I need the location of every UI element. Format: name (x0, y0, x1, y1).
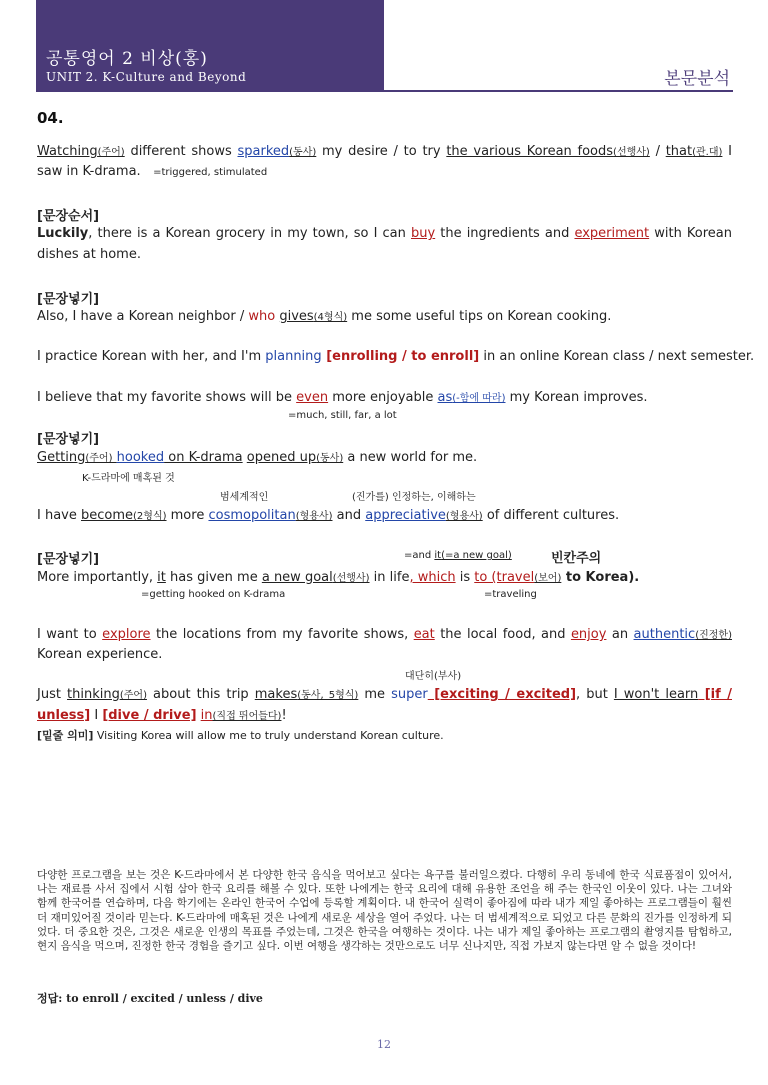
text-planning: planning (265, 349, 322, 364)
text: (=a new goal) (441, 550, 512, 561)
korean-translation: 다양한 프로그램을 보는 것은 K-드라마에서 본 다양한 한국 음식을 먹어보고 싶다는 욕구를 불러일으켰다. 다행히 우리 동네에 한국 식료품점이 있어서, 나는 재료를 사서 집에서 시험 삼아 한국 요리를 해볼 수 있다. 또한 나에게는 한국 요리에 대해 유용한 조언을 해 주는 한국인 이웃이 있다. 나는 그녀와 함께 한국어를 연습하며, 다음 학기에는 온라인 한국어 수업에 등록할 계획이다. 내 한국어 실력이 좋아짐에 따라 내가 제일 좋아하는 프로그램들이 훨씬 더 재미있어질 것이라 믿는다. K-드라마에 매혹된 것은 나에게 새로운 세상을 열어 주었다. 나는 더 범세계적으로 되었고 다른 문화의 진가를 인정하게 되었다. 더 중요한 것은, 그것은 새로운 인생의 목표를 주었는데, 그것은 한국을 여행하는 것이다. 나는 내가 제일 좋아하는 프로그램의 촬영지를 탐험하고, 현지 음식을 먹으며, 진정한 한국 경험을 즐기고 싶다. 이번 여행을 생각하는 것만으로도 너무 신나지만, 직접 가보지 않는다면 알 수 없을 것이다! (37, 869, 732, 953)
text-antecedent: the various Korean foods (446, 144, 614, 159)
text: with Korean (649, 226, 732, 241)
text-gives: gives (279, 309, 314, 324)
tag-insert-2: [문장넣기] (37, 432, 100, 447)
note-relative: (관.대) (692, 147, 723, 158)
text-it: it (434, 550, 442, 561)
note-adjective: (형용사) (295, 511, 333, 522)
text-cosmopolitan: cosmopolitan (208, 508, 296, 523)
sentence-2-cont: dishes at home. (37, 247, 141, 262)
label-underline-meaning: [밑줄 의미] (37, 729, 94, 742)
note-synonyms: =triggered, stimulated (153, 167, 268, 178)
sentence-10-cont (37, 707, 287, 723)
note-dive-in: (직접 뛰어들다) (212, 711, 282, 722)
text: I want to (37, 627, 103, 642)
text-appreciative: appreciative (365, 508, 446, 523)
note-verb-5form: (동사, 5형식) (297, 690, 359, 701)
text: a new world for me. (343, 450, 478, 465)
note-subject: (주어) (119, 690, 147, 701)
text: has given me (165, 570, 262, 585)
text: my desire / to try (316, 144, 447, 159)
text: =and (404, 550, 435, 561)
note-4form: (4형식) (313, 312, 348, 323)
note-appreciative: (진가를) 인정하는, 이해하는 (352, 492, 476, 503)
text: ! (281, 708, 287, 723)
note-hooked: K-드라마에 매혹된 것 (82, 473, 175, 484)
choice-unless: [if / (698, 687, 732, 702)
note-verb: (동사) (316, 453, 344, 464)
note-blank-warning: 빈칸주의 (551, 551, 602, 566)
text: Just (37, 687, 68, 702)
unit-subtitle: UNIT 2. K-Culture and Beyond (46, 70, 247, 84)
text: more (166, 508, 209, 523)
text: in an online Korean class / next semester. (479, 349, 755, 364)
text-explore: explore (102, 627, 151, 642)
text: of different cultures. (482, 508, 620, 523)
text: the local food, and (434, 627, 571, 642)
text-wont-learn: I won't learn (613, 687, 699, 702)
text-hooked: hooked (116, 450, 165, 465)
text-watching: Watching (37, 144, 98, 159)
note-adjective: (형용사) (445, 511, 483, 522)
text-who: who (248, 309, 276, 324)
choice-excited: [exciting / excited] (427, 687, 577, 702)
note-complement: (보어) (534, 573, 562, 584)
text-become: become (81, 508, 134, 523)
section-label: 본문분석 (664, 69, 730, 89)
text-enjoy: enjoy (570, 627, 607, 642)
text: the locations from my favorite shows, (150, 627, 414, 642)
text: in life (369, 570, 410, 585)
text-it: it (157, 570, 166, 585)
sentence-6 (37, 449, 477, 465)
choice-unless-cont: unless] (37, 708, 91, 723)
text: me some useful tips on Korean cooking. (347, 309, 612, 324)
text: an (606, 627, 634, 642)
tag-order: [문장순서] (37, 209, 100, 224)
tag-insert-3: [문장넣기] (37, 552, 100, 567)
text-to-travel: to (travel (474, 570, 535, 585)
sentence-1 (37, 143, 732, 159)
text-which: , which (409, 570, 456, 585)
note-and-it (404, 550, 512, 561)
note-traveling: =traveling (484, 589, 537, 600)
text: I (90, 708, 103, 723)
text: and (332, 508, 366, 523)
text: on K-drama (164, 450, 243, 465)
note-2form: (2형식) (133, 511, 167, 522)
underline-meaning (37, 727, 444, 743)
text: more enjoyable (328, 390, 438, 405)
text-opened-up: opened up (246, 450, 317, 465)
text-as: as (437, 390, 453, 405)
text: is (455, 570, 475, 585)
text: , there is a Korean grocery in my town, so I can (88, 226, 411, 241)
text-that: that (665, 144, 693, 159)
header-divider (36, 90, 733, 92)
sentence-4 (37, 349, 754, 364)
sentence-9 (37, 626, 732, 642)
text-luckily: Luckily (37, 226, 89, 241)
choice-enroll: [enrolling / to enroll] (321, 349, 480, 364)
note-as: (-함에 따라) (452, 393, 506, 404)
text: , but (576, 687, 614, 702)
text: I (722, 144, 732, 159)
text-experiment: experiment (574, 226, 650, 241)
text-eat: eat (413, 627, 435, 642)
note-even: =much, still, far, a lot (288, 410, 397, 421)
text: me (358, 687, 392, 702)
text: different shows (124, 144, 238, 159)
note-getting-hooked: =getting hooked on K-drama (141, 589, 286, 600)
sentence-9-cont: Korean experience. (37, 647, 163, 662)
text-authentic: authentic (633, 627, 696, 642)
text-buy: buy (410, 226, 436, 241)
text-getting: Getting (37, 450, 86, 465)
note-verb: (동사) (289, 147, 317, 158)
text: / (649, 144, 666, 159)
sentence-7 (37, 507, 619, 523)
sentence-1-cont (37, 164, 267, 179)
text: Also, I have a Korean neighbor / (37, 309, 249, 324)
tag-insert-1: [문장넣기] (37, 292, 100, 307)
page-number: 12 (377, 1038, 391, 1051)
text-in: in (200, 708, 213, 723)
text-even: even (296, 390, 329, 405)
text: about this trip (146, 687, 255, 702)
question-number: 04. (37, 109, 64, 127)
sentence-3 (37, 308, 611, 324)
text-makes: makes (254, 687, 298, 702)
book-title: 공통영어 2 비상(홍) (46, 49, 208, 69)
note-antecedent: (선행사) (613, 147, 650, 158)
choice-dive: [dive / drive] (102, 708, 197, 723)
text: to Korea). (561, 570, 640, 585)
text-thinking: thinking (67, 687, 120, 702)
text: I practice Korean with her, and I'm (37, 349, 266, 364)
text: I believe that my favorite shows will be (37, 390, 297, 405)
note-subject: (주어) (97, 147, 125, 158)
text: saw in K-drama. (37, 164, 141, 179)
text: the ingredients and (435, 226, 575, 241)
note-authentic: (진정한) (695, 630, 732, 641)
answer-key: 정답: to enroll / excited / unless / dive (37, 992, 263, 1005)
note-super: 대단히(부사) (405, 671, 462, 682)
sentence-2 (37, 226, 732, 241)
text-underline-meaning: Visiting Korea will allow me to truly understand Korean culture. (93, 729, 444, 742)
sentence-5 (37, 389, 647, 405)
note-cosmopolitan: 범세계적인 (220, 492, 269, 503)
note-antecedent: (선행사) (332, 573, 370, 584)
text-sparked: sparked (237, 144, 290, 159)
text: I have (37, 508, 81, 523)
sentence-10 (37, 686, 732, 702)
text-new-goal: a new goal (261, 570, 333, 585)
text: More importantly, (37, 570, 158, 585)
text-super: super (391, 687, 428, 702)
sentence-8 (37, 569, 639, 585)
note-subject: (주어) (85, 453, 113, 464)
text: my Korean improves. (505, 390, 648, 405)
